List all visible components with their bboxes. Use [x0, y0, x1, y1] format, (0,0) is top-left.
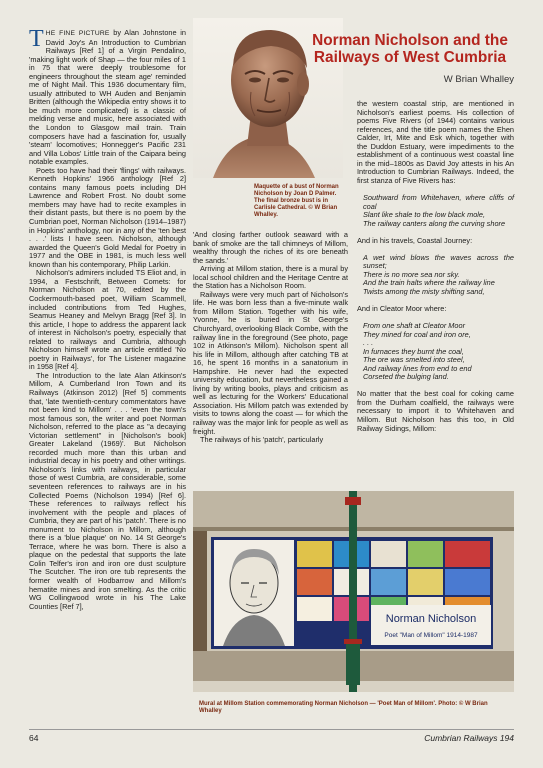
footer-rule	[29, 729, 514, 730]
article-title: Norman Nicholson and the Railways of West Cumbria	[312, 32, 508, 66]
poem-line: Corseted the bulging land.	[363, 372, 449, 382]
paragraph: No matter that the best coal for coking came from the Durham coalfield, the railways were necessary to import it to Whitehaven and Millom. But Nicholson has this too, in Old Railway Sidings, Millom:	[357, 389, 514, 433]
paragraph: Nicholson's admirers included TS Eliot and, in 1994, a Festschrift, Between Comets: for Norman Nicholson at 70, edited by the Cockermouth-based poet, William Scammell, included contributions from Ted Hughes, Seamus Heaney and Melvyn Bragg [Ref 3]. In this article, I hope to address the apparent lack of interest in Nicholson's poetry, especially that related to railways and Cumbria, although Nicholson himself wrote an article entitled 'No poetry in Railways', for The Listener magazine in 1958 [Ref 4].	[29, 268, 186, 372]
lead-in: HE FINE PICTURE	[45, 30, 110, 37]
paragraph: And in his travels, Coastal Journey:	[357, 235, 473, 245]
poem-line: Southward from Whitehaven, where cliffs of coal	[363, 192, 514, 211]
poem-extract-five-rivers	[363, 194, 514, 228]
poem-line: The ore was smelted into steel,	[363, 355, 465, 365]
poem-extract-coastal-journey	[363, 254, 514, 297]
photo-caption: Mural at Millom Station commemorating Norman Nicholson — 'Poet Man of Millom'. Photo: © W Brian Whalley	[199, 701, 488, 715]
paragraph: Arriving at Millom station, there is a mural by local school children and the Heritage Centre at the Station has a Nicholson Room.	[193, 264, 348, 291]
paragraph: And in Cleator Moor where:	[357, 303, 447, 313]
paragraph: The Introduction to the late Alan Atkinson's Millom, A Cumberland Iron Town and its Railways (Atkinson 2012) [Ref 5] comments that, 'late twentieth-century commentators have not been kind to Millom' . . . 'even the town's most famous son, the writer and poet Norman Nicholson, referred to the place as "a decaying Victorian settlement" in [Nicholson's book] Greater Lakeland (1969)'. But Nicholson recorded much more than this urban and industrial decay in his poetry and other writings. Nicholson's links with railways, in particular those of west Cumbria, are considerable, some seventeen references to railways are in his Collected Poems (Nicholson 1994) [Ref 6]. These references to railways reflect his involvement with the people and places of Cumbria, they are part of his 'patch'. There is no monument to Nicholson in Millom, although there is a 'blue plaque' on No. 14 St George's Terrace, where he was born. There is also a plaque on the pedestal that supports the late Colin Telfer's iron and iron ore dust sculpture The Scutcher. The iron ore tub represents the former wealth of Hodbarrow and Millom's hematite mines and iron smelting. As the critic WG Collingwood wrote in his The Lake Counties [Ref 7],	[29, 370, 186, 611]
magazine-issue: Cumbrian Railways 194	[424, 733, 514, 743]
paragraph: Poets too have had their 'flings' with railways. Kenneth Hopkins' 1966 anthology [Ref 2] contains many famous poets including DH Lawrence and Robert Frost. No doubt some members may have had to recite examples in their distant pasts, but there is no poem by the Cumbrian poet, Norman Nicholson (1914–1987) in Hopkins' anthology, nor in any of the 'ten best . . .' lists I have seen. Nicholson, although awarded the Queen's Gold Medal for Poetry in 1977 and the OBE in 1981, is much less well known than his contemporary, Philip Larkin.	[29, 165, 186, 269]
bust-caption: Maquette of a bust of Norman Nicholson by Joan D Palmer. The final bronze bust is in Carlisle Cathedral. © W Brian Whalley.	[254, 184, 339, 219]
poem-line: A wet wind blows the waves across the sunset;	[363, 252, 514, 271]
poem-line: There is no more sea nor sky.	[363, 269, 460, 279]
poem-line: And railway lines from end to end	[363, 363, 472, 373]
drop-cap: T	[29, 26, 44, 52]
paragraph: the western coastal strip, are mentioned in Nicholson's earliest poems. His collection of poems Five Rivers (of 1944) contains various references, and the title poem names the Ehen Calder, Irt, Mite and Esk which, together with the Duddon Estuary, were impediments to the establishment of a continuous west coastal line in the mid–1800s as David Joy attests in his An Introduction to Cumbrian Railways. Indeed, the first stanza of Five Rivers has:	[357, 99, 514, 185]
poem-line: They mined for coal and iron ore,	[363, 329, 471, 339]
paragraph-text: by Alan Johnstone in David Joy's An Introduction to Cumbrian Railways [Ref 1] of a Virgin Pendalino, 'making light work of Shap — the four miles of 1 in 75 that were deeply troublesome for engineers throughout the steam age' reminded me of Night Mail. This 1936 documentary film, usually attributed to WH Auden and Benjamin Britten (although the Wikipedia entry shows it to be much more complicated) is a classic of melding verse and music, here associated with the London to Glasgow mail train. Train composers have had a fascination for, usually 'steam' locomotives; Honnegger's Pacific 231 and Villa Lobos' Little train of the Caipara being notable examples.	[29, 28, 186, 167]
paragraph: The railways of his 'patch', particularly	[200, 435, 324, 445]
page-number: 64	[29, 733, 39, 743]
poem-line: And the train halts where the railway line	[363, 278, 495, 288]
station-mural-photo	[193, 491, 514, 692]
poem-extract-cleator-moor	[363, 322, 514, 382]
poem-line: From one shaft at Cleator Moor	[363, 320, 466, 330]
text-column-1	[29, 26, 186, 611]
article-author: W Brian Whalley	[443, 74, 514, 85]
poem-line: The railway canters along the curving shore	[363, 218, 506, 228]
paragraph: Railways were very much part of Nicholson's life. He was born less than a five-minute walk from Millom Station. Together with his wife, Yvonne, he is buried in St George's Churchyard, overlooking Black Combe, with the railway line in the foreground (See photo, page 102 in Atkinson's Millom). Nicholson spent all his life in Millom, although after catching TB at 16, he spent 16 months in a sanatorium in Hampshire. He never had the expected university education, but nevertheless gained a living by writing books, plays and criticism as well as lecturing for the Workers' Educational Association. His Millom patch was extended by visits to towns along the coast — for which the railway was the major link for people as well as freight.	[193, 289, 348, 436]
poem-line: Twists among the misty shifting sand,	[363, 286, 485, 296]
poem-line: . . .	[363, 338, 374, 348]
poem-line: In furnaces they burnt the coal,	[363, 346, 464, 356]
mural-panel-sub: Poet "Man of Millom" 1914-1987	[384, 632, 478, 639]
paragraph: 'And closing farther outlook seaward with a bank of smoke are the tall chimneys of Millom, wealthy through the riches of its ore beneath the sands.'	[193, 230, 348, 265]
poem-line: Slant like shale to the low black mole,	[363, 210, 486, 220]
paragraph	[29, 26, 186, 167]
text-column-2	[193, 231, 348, 445]
mural-panel-name: Norman Nicholson	[385, 613, 477, 625]
text-column-3	[357, 100, 514, 433]
